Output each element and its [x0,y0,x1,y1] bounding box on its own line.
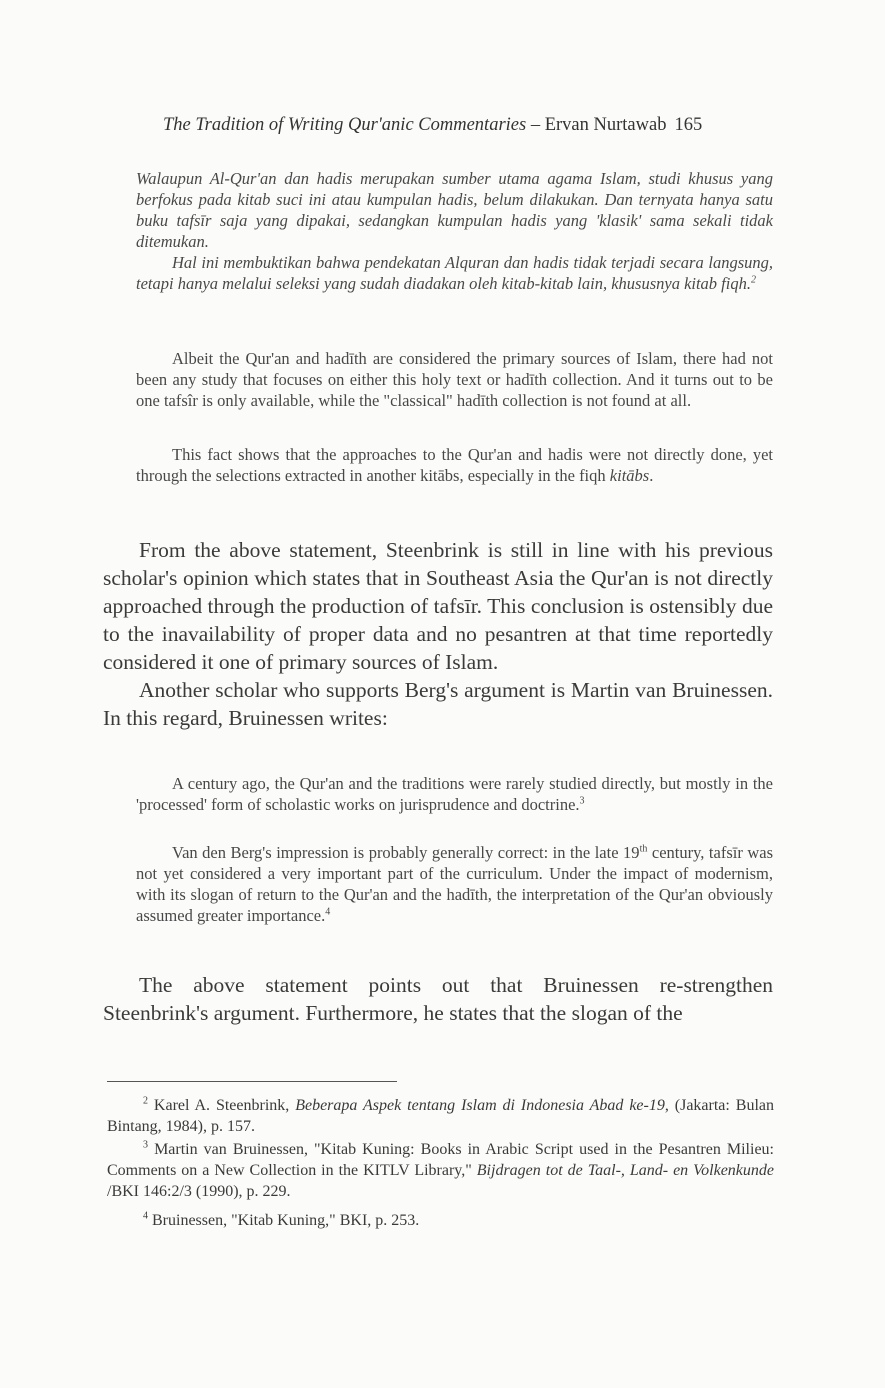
footnote-divider [107,1081,397,1082]
bruinessen-quote-p2-block [136,842,773,926]
footnote-ref-3: 3 [579,795,585,807]
bruinessen-quote-p2-start: Van den Berg's impression is probably generally correct: in the late 19 [172,843,640,862]
bruinessen-quote-p1-text: A century ago, the Qur'an and the traditions were rarely studied directly, but mostly in the 'processed' form of scholastic works on jurisprudence and doctrine. [136,774,773,814]
superscript-th: th [639,843,648,855]
indonesian-quote-p1-block [136,168,773,252]
bruinessen-quote-p1 [136,773,773,815]
footnote-2-b: , (Jakarta: Bulan Bintang, 1984), p. 157. [107,1097,774,1135]
english-quote-p1: Albeit the Qur'an and hadīth are considered the primary sources of Islam, there had not been any study that focuses on either this holy text or hadīth collection. And it turns out to be one tafsîr is only available, while the "classical" hadīth collection is not found at all. [136,349,773,410]
body-section-2 [103,971,773,1027]
footnote-2-title: Beberapa Aspek tentang Islam di Indonesia Abad ke-19 [295,1097,665,1114]
footnote-3-b: /BKI 146:2/3 (1990), p. 229. [107,1183,291,1200]
footnote-2-number: 2 [143,1095,148,1107]
header-separator: – [526,115,545,135]
indonesian-quote-p2 [136,252,773,294]
footnote-3 [107,1139,774,1202]
body-section-1 [103,536,773,732]
indonesian-quote-p2-text: Hal ini membuktikan bahwa pendekatan Alquran dan hadis tidak terjadi secara langsung, tetapi hanya melalui seleksi yang sudah diadakan oleh kitab-kitab lain, khususnya kitab fiqh. [136,253,773,293]
footnote-4-number: 4 [143,1210,148,1222]
footnote-4-a: Bruinessen, "Kitab Kuning," BKI, p. 253. [148,1212,420,1229]
body-paragraph-1: From the above statement, Steenbrink is still in line with his previous scholar's opinion which states that in Southeast Asia the Qur'an is not directly approached through the production of tafsīr. This conclusion is ostensibly due to the inavailability of proper data and no pesantren at that time reportedly considered it one of primary sources of Islam. [103,538,773,674]
english-quote-p2 [136,444,773,486]
english-quote-p2-start: This fact shows that the approaches to the Qur'an and hadis were not directly done, yet through the selections extracted in another kitābs, especially in the fiqh [136,445,773,485]
footnote-2 [107,1095,774,1137]
footnote-2-a: Karel A. Steenbrink, [148,1097,296,1114]
body-paragraph-2: Another scholar who supports Berg's argument is Martin van Bruinessen. In this regard, Bruinessen writes: [103,678,773,730]
footnote-3-text [107,1139,774,1202]
footnote-3-journal: Bijdragen tot de Taal-, Land- en Volkenkunde [476,1162,774,1179]
footnote-4-text [107,1210,774,1231]
footnote-ref-4: 4 [325,906,331,918]
footnote-4 [107,1210,774,1231]
english-quote-p2-italic: kitābs [609,466,650,485]
bruinessen-quote-p2-end: century, tafsīr was not yet considered a very important part of the curriculum. Under the impact of modernism, with its slogan of return to the Qur'an and the hadīth, the interpretation of the Qur'an obviously assumed greater importance. [136,843,774,925]
indonesian-quote-p1: Walaupun Al-Qur'an dan hadis merupakan sumber utama agama Islam, studi khusus yang berfokus pada kitab suci ini atau kumpulan hadis, belum dilakukan. Dan ternyata hanya satu buku tafsīr saja yang dipakai, sedangkan kumpulan hadis yang 'klasik' sama sekali tidak ditemukan. [136,169,773,251]
bruinessen-quote-p1-block [136,773,773,815]
english-quote-p2-end: . [649,466,654,485]
indonesian-quote-p2-block [136,252,773,294]
header-author: Ervan Nurtawab [544,115,667,135]
footnote-3-number: 3 [143,1139,148,1151]
footnote-ref-2: 2 [750,274,756,286]
page-number: 165 [674,115,703,135]
footnote-2-text [107,1095,774,1137]
header-title: The Tradition of Writing Qur'anic Commentaries [163,115,527,135]
running-header [163,115,773,136]
body-paragraph-3: The above statement points out that Bruinessen re-strengthen Steenbrink's argument. Furthermore, he states that the slogan of the [103,973,773,1025]
english-quote-p2-block [136,444,773,486]
bruinessen-quote-p2 [136,842,773,926]
english-quote-p1-block [136,348,773,411]
footnote-3-a: Martin van Bruinessen, "Kitab Kuning: Books in Arabic Script used in the Pesantren Milieu: Comments on a New Collection in the KITLV Library," [107,1141,774,1179]
